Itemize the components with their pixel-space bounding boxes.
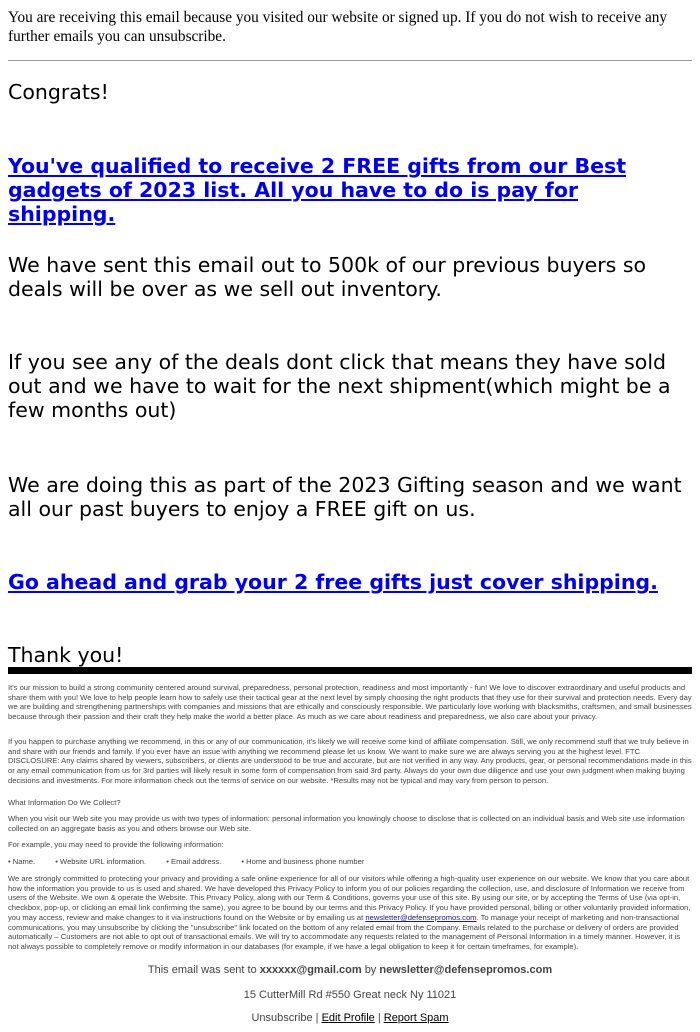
report-spam-link[interactable]: Report Spam [383, 1012, 449, 1024]
greeting-text: Congrats! [8, 80, 109, 104]
footer-what-info-body: When you visit our Web site you may provide us with two types of information: personal information you knowingly choose to disclose that is collected on an individual basis and Web site use information collected on an aggregate basis as you and others browse our Web site. [8, 814, 685, 833]
list-item: • Email address. [166, 857, 222, 866]
cta-link[interactable]: Go ahead and grab your 2 free gifts just cover shipping. [8, 570, 658, 594]
sender-email: newsletter@defensepromos.com [379, 964, 553, 976]
separator: | [377, 1012, 381, 1024]
unsubscribe-text[interactable]: Unsubscribe [251, 1012, 313, 1024]
offer-link[interactable]: You've qualified to receive 2 FREE gifts from our Best gadgets of 2023 list. All you have to do is pay for shipping. [8, 154, 627, 226]
footer-divider-bar [8, 667, 692, 674]
mailing-address: 15 CutterMill Rd #550 Great neck Ny 11021 [243, 989, 457, 1001]
list-item: • Website URL information. [55, 857, 147, 866]
list-item: • Home and business phone number [241, 857, 365, 866]
footer-disclosure: If you happen to purchase anything we recommend, in this or any of our communication, it's likely we will receive some kind of affiliate compensation. Still, we only recommend stuff that we truly believe in and share with our friends and family. If you ever have an issue with anything we recommend please let us know. We want to make sure we are always serving you at the highest level. FTC DISCLOSURE: Any claims shared by viewers, subscribers, or clients are understood to be true and accurate, but are not verified in any way. Any products, gear, or personal recommendations made in this or any email communication from us for 3rd parties will likely result in some form of compensation from said 3rd party. Always do your own due diligence and use your own judgment when making buying decisions and investments. For more information check out the terms of service on our website. *Results may not be typical and may vary from person to person. [8, 737, 692, 785]
edit-profile-link[interactable]: Edit Profile [321, 1012, 375, 1024]
sold-out-paragraph: If you see any of the deals dont click that means they have sold out and we have to wait for the next shipment(which might be a few months out) [8, 350, 671, 422]
sent-by-word: by [364, 964, 377, 976]
privacy-text: We are strongly committed to protecting your privacy and providing a safe online experience for all of our visitors while offering a high-quality user experience on our website. We know that you care about how the information you provide to us is used and shared. We have developed this Privacy Policy to inform you of our policies regarding the collection, use, and disclosure of Information we receive from users of the Website. We own & operate the Website. This Privacy Policy, along with our Term & Conditions, governs your use of this site. By using our site, or by accepting the Terms of Use (via opt-in, checkbox, pop-up, or clicking an email link confirming the same), you agree to be bound by our terms and this Privacy Policy. If you have provided personal, billing or other voluntarily provided information, you may access, review and make changes to it via instructions found on the Website or by emailing us at [8, 874, 691, 922]
cta-paragraph [8, 570, 692, 594]
footer-what-info-heading: What Information Do We Collect? [8, 798, 121, 807]
separator: | [315, 1012, 319, 1024]
recipient-email: xxxxxx@gmail.com [259, 964, 362, 976]
divider [8, 60, 692, 61]
thank-you-text: Thank you! [8, 643, 124, 667]
list-item: • Name. [8, 857, 36, 866]
footer-mission: It's our mission to build a strong community centered around survival, preparedness, personal protection, readiness and most importantly - fun! We love to discover extraordinary and useful products and share them with you! We love to help people learn how to safely use their tactical gear at the next level by simply choosing the right products that they use for their survival and protection needs. Every day we are building and strengthening partnerships with companies and missions that are ethically and consciously responsible. We particularly love working with blacksmiths, craftsmen, and small businesses because through their passion and their craft they help make the world a better place. As much as we care about readiness and preparedness, we also care about your privacy. [8, 683, 692, 722]
footer-privacy [8, 874, 692, 952]
gifting-paragraph: We are doing this as part of the 2023 Gifting season and we want all our past buyers to enjoy a FREE gift on us. [8, 473, 682, 521]
privacy-text-continued: . To manage your receipt of marketing and non-transactional communications, you may unsubscribe by clicking the "unsubscribe" link located on the bottom of any related email from the Company. Emails related to the purchase or delivery of orders are provided automatically – Customers are not able to opt out of transactional emails. We will try to accommodate any requests related to the management of Personal Information in a timely manner. However, it is not always possible to completely remove or modify information in our databases (for example, if we have a legal obligation to keep it for certain timeframes, for example). [8, 912, 681, 951]
footer-info-list [8, 857, 692, 867]
sent-to-line [0, 964, 700, 976]
sent-prefix: This email was sent to [147, 964, 257, 976]
offer-paragraph [8, 154, 692, 226]
privacy-email-link[interactable]: newsletter@defensepromos.com [365, 912, 477, 922]
footer-links [0, 1012, 700, 1024]
preheader-text: You are receiving this email because you visited our website or signed up. If you do not wish to receive any further emails you can unsubscribe. [8, 9, 668, 45]
footer-example-intro: For example, you may need to provide the following information: [8, 840, 224, 849]
sent-paragraph: We have sent this email out to 500k of our previous buyers so deals will be over as we sell out inventory. [8, 253, 647, 301]
